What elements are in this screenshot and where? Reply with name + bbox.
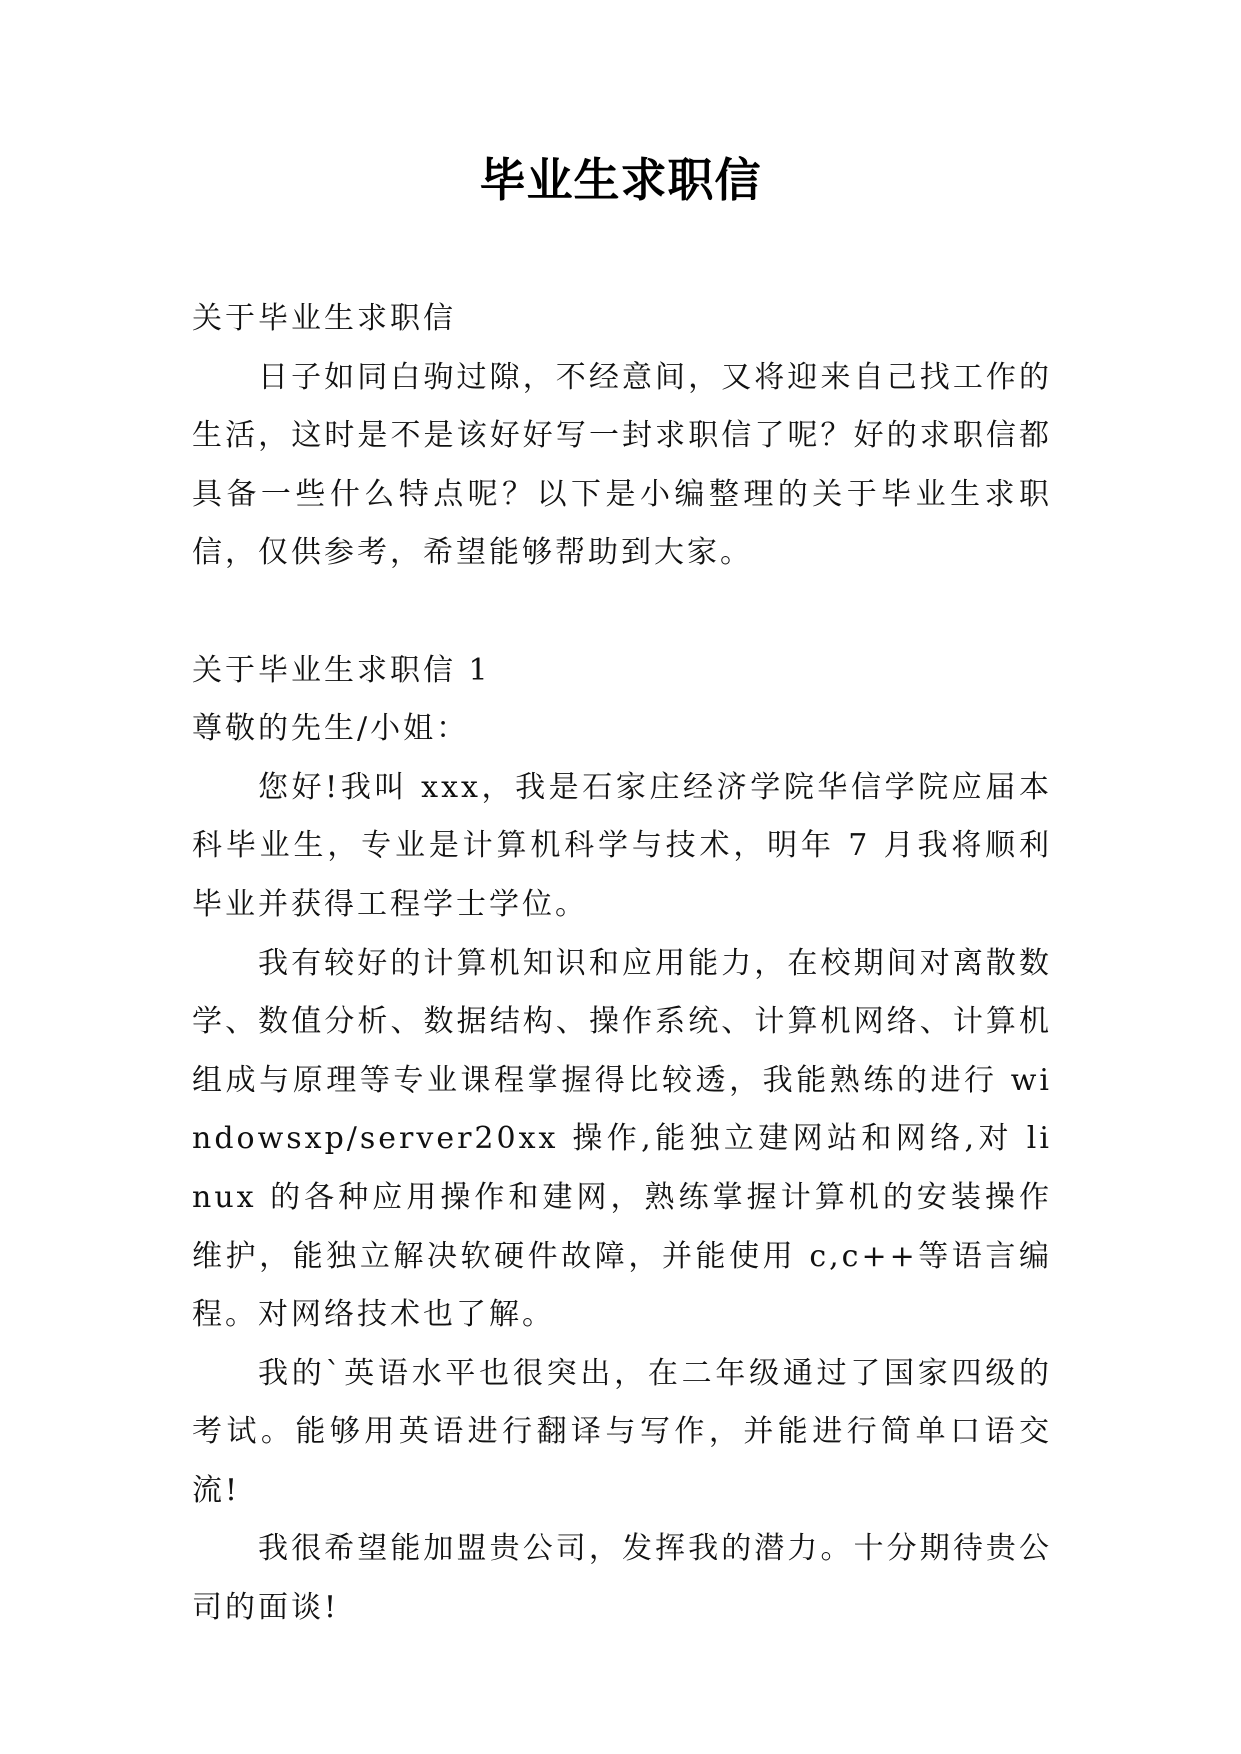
letter-paragraph-introduction: 您好!我叫 xxx，我是石家庄经济学院华信学院应届本科毕业生，专业是计算机科学与技术，明年 7 月我将顺利毕业并获得工程学士学位。 — [192, 769, 1052, 922]
letter-paragraph-computer-skills: 我有较好的计算机知识和应用能力，在校期间对离散数学、数值分析、数据结构、操作系统、计算机网络、计算机组成与原理等专业课程掌握得比较透，我能熟练的进行 windowsxp/server20xx 操作,能独立建网站和网络,对 linux 的各种应用操作和建网，熟练掌握计算机的安装操作维护，能独立解决软硬件故障，并能使用 c,c++等语言编程。对网络技术也了解。 — [192, 945, 1052, 1333]
section-gap — [192, 583, 1052, 642]
document-title: 毕业生求职信 — [479, 153, 762, 207]
document-body — [192, 290, 1052, 1638]
intro-paragraph: 日子如同白驹过隙，不经意间，又将迎来自己找工作的生活，这时是不是该好好写一封求职信了呢？好的求职信都具备一些什么特点呢？以下是小编整理的关于毕业生求职信，仅供参考，希望能够帮助到大家。 — [192, 359, 1052, 571]
letter-paragraph-closing: 我很希望能加盟贵公司，发挥我的潜力。十分期待贵公司的面谈! — [192, 1531, 1052, 1626]
salutation: 尊敬的先生/小姐： — [192, 711, 470, 747]
section-heading: 关于毕业生求职信 1 — [192, 652, 491, 688]
intro-heading: 关于毕业生求职信 — [192, 301, 456, 336]
letter-paragraph-english-skills: 我的`英语水平也很突出，在二年级通过了国家四级的考试。能够用英语进行翻译与写作，并能进行简单口语交流! — [192, 1355, 1052, 1508]
